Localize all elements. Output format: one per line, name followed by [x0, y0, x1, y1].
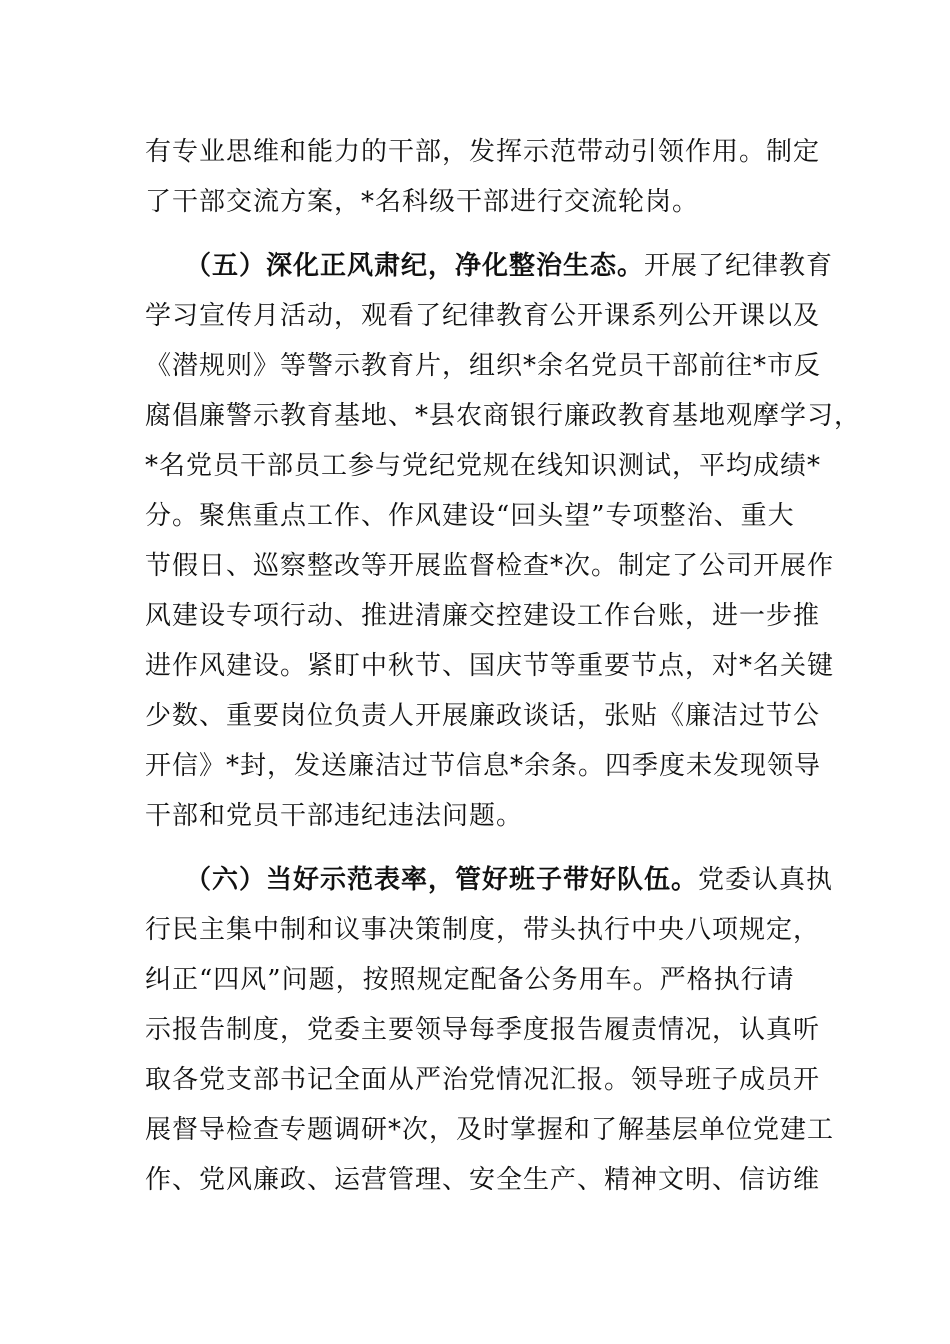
paragraph-line: *名党员干部员工参与党纪党规在线知识测试，平均成绩* — [145, 451, 822, 481]
paragraph-line: 取各党支部书记全面从严治党情况汇报。领导班子成员开 — [145, 1065, 821, 1095]
paragraph-line: 作、党风廉政、运营管理、安全生产、精神文明、信访维 — [145, 1165, 821, 1195]
paragraph-line: 有专业思维和能力的干部，发挥示范带动引领作用。制定 — [145, 137, 821, 167]
section-6-first-line — [185, 862, 865, 898]
paragraph-line: 行民主集中制和议事决策制度，带头执行中央八项规定， — [145, 915, 821, 945]
paragraph-line: 学习宣传月活动，观看了纪律教育公开课系列公开课以及 — [145, 301, 821, 331]
paragraph-line: 节假日、巡察整改等开展监督检查*次。制定了公司开展作 — [145, 551, 835, 581]
paragraph-line: 示报告制度，党委主要领导每季度报告履责情况，认真听 — [145, 1015, 821, 1045]
section-6-heading: （六）当好示范表率，管好班子带好队伍。 — [185, 865, 699, 895]
paragraph-line: 进作风建设。紧盯中秋节、国庆节等重要节点，对*名关键 — [145, 651, 835, 681]
paragraph-line: 干部和党员干部违纪违法问题。 — [145, 801, 524, 831]
section-6-text: 党委认真执 — [698, 865, 834, 895]
section-5-heading: （五）深化正风肃纪，净化整治生态。 — [185, 251, 645, 281]
paragraph-line: 分。聚焦重点工作、作风建设“回头望”专项整治、重大 — [145, 501, 795, 531]
paragraph-line: 了干部交流方案，*名科级干部进行交流轮岗。 — [145, 187, 700, 217]
paragraph-line: 腐倡廉警示教育基地、*县农商银行廉政教育基地观摩学习， — [145, 401, 862, 431]
paragraph-line: 纠正“四风”问题，按照规定配备公务用车。严格执行请 — [145, 965, 795, 995]
paragraph-line: 开信》*封，发送廉洁过节信息*余条。四季度未发现领导 — [145, 751, 822, 781]
paragraph-line: 风建设专项行动、推进清廉交控建设工作台账，进一步推 — [145, 601, 821, 631]
paragraph-line: 少数、重要岗位负责人开展廉政谈话，张贴《廉洁过节公 — [145, 701, 821, 731]
paragraph-line: 《潜规则》等警示教育片，组织*余名党员干部前往*市反 — [145, 351, 822, 381]
section-5-first-line — [185, 248, 865, 284]
section-5-text: 开展了纪律教育 — [644, 251, 834, 281]
paragraph-line: 展督导检查专题调研*次，及时掌握和了解基层单位党建工 — [145, 1115, 835, 1145]
